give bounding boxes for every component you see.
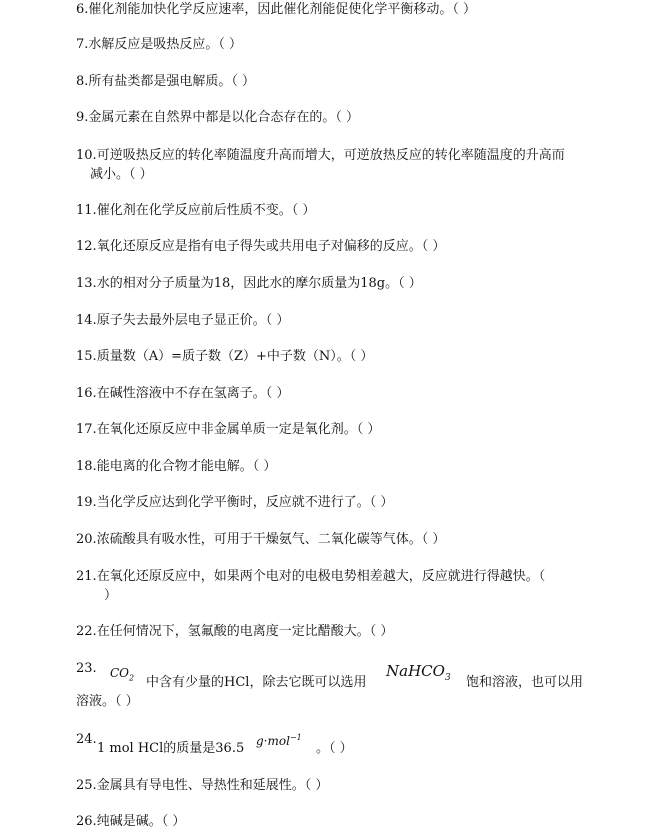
question-number: 25. <box>76 778 97 793</box>
question-10-continuation: 减小。（ ） <box>90 167 153 182</box>
co2-subscript: 2 <box>129 673 135 683</box>
question-10 <box>76 146 565 166</box>
question-number: 18. <box>76 459 97 474</box>
question-text: 所有盐类都是强电解质。（ ） <box>88 74 256 89</box>
question-number: 21. <box>76 569 97 584</box>
question-21-continuation: ） <box>104 588 118 603</box>
question-13 <box>76 274 422 294</box>
question-text: 可逆吸热反应的转化率随温度升高而增大，可逆放热反应的转化率随温度的升高而 <box>96 148 565 163</box>
question-23-middle: 中含有少量的HCl，除去它既可以选用 <box>146 675 367 690</box>
question-text: 在任何情况下，氢氟酸的电离度一定比醋酸大。（ ） <box>96 624 394 639</box>
question-26 <box>76 812 185 832</box>
question-number: 15. <box>76 349 97 364</box>
question-number: 6. <box>76 2 89 17</box>
question-number: 14. <box>76 313 97 328</box>
question-text: 金属元素在自然界中都是以化合态存在的。（ ） <box>88 110 360 125</box>
co2-formula: $CO_2$ <box>110 666 135 683</box>
question-number: 16. <box>76 386 97 401</box>
question-number: 12. <box>76 239 97 254</box>
question-17 <box>76 420 380 440</box>
nahco3-subscript: 3 <box>444 673 451 683</box>
question-24-number: 24. <box>76 732 97 747</box>
question-16 <box>76 384 289 404</box>
question-number: 22. <box>76 624 97 639</box>
question-text: 在碱性溶液中不存在氢离子。（ ） <box>96 386 290 401</box>
question-text: 催化剂在化学反应前后性质不变。（ ） <box>96 203 316 218</box>
question-18 <box>76 457 276 477</box>
question-number: 26. <box>76 814 97 829</box>
question-15 <box>76 347 373 367</box>
question-text: 催化剂能加快化学反应速率，因此催化剂能促使化学平衡移动。（ ） <box>88 2 477 17</box>
question-text: 水的相对分子质量为18，因此水的摩尔质量为18g。（ ） <box>96 276 422 291</box>
question-21 <box>76 567 545 587</box>
question-number: 11. <box>76 203 97 218</box>
question-number: 8. <box>76 74 89 89</box>
question-text: 能电离的化合物才能电解。（ ） <box>96 459 277 474</box>
question-20 <box>76 530 445 550</box>
question-number: 17. <box>76 422 97 437</box>
question-24-text: 1 mol HCl的质量是36.5 <box>97 741 245 756</box>
question-text: 水解反应是吸热反应。（ ） <box>88 37 243 52</box>
question-7 <box>76 35 242 55</box>
question-22 <box>76 622 393 642</box>
question-6 <box>76 0 476 20</box>
question-25 <box>76 776 328 796</box>
question-number: 7. <box>76 37 89 52</box>
question-text: 原子失去最外层电子显正价。（ ） <box>96 313 290 328</box>
question-23-tail: 饱和溶液，也可以用 <box>466 675 584 690</box>
question-9 <box>76 108 359 128</box>
question-24-tail: 。（ ） <box>316 741 353 756</box>
question-number: 13. <box>76 276 97 291</box>
unit-superscript: −1 <box>289 733 302 742</box>
question-text: 在氧化还原反应中，如果两个电对的电极电势相差越大，反应就进行得越快。（ <box>96 569 546 584</box>
question-number: 9. <box>76 110 89 125</box>
question-text: 质量数（A）=质子数（Z）+中子数（N）。（ ） <box>96 349 374 364</box>
question-12 <box>76 237 445 257</box>
nahco3-formula: NaHCO$_3$ <box>386 662 451 683</box>
question-number: 20. <box>76 532 97 547</box>
question-text: 当化学反应达到化学平衡时，反应就不进行了。（ ） <box>96 495 394 510</box>
question-14 <box>76 311 289 331</box>
question-text: 氧化还原反应是指有电子得失或共用电子对偏移的反应。（ ） <box>96 239 446 254</box>
question-text: 金属具有导电性、导热性和延展性。（ ） <box>96 778 329 793</box>
question-19 <box>76 493 393 513</box>
question-text: 在氧化还原反应中非金属单质一定是氧化剂。（ ） <box>96 422 381 437</box>
question-23-line2: 溶液。（ ） <box>76 694 139 709</box>
question-number: 10. <box>76 148 97 163</box>
question-number: 19. <box>76 495 97 510</box>
unit-formula: g·mol$^{-1}$ <box>256 733 302 748</box>
question-text: 浓硫酸具有吸水性，可用于干燥氨气、二氧化碳等气体。（ ） <box>96 532 446 547</box>
question-23-number: 23. <box>76 661 97 676</box>
question-8 <box>76 72 255 92</box>
question-11 <box>76 201 315 221</box>
question-text: 纯碱是碱。（ ） <box>96 814 186 829</box>
